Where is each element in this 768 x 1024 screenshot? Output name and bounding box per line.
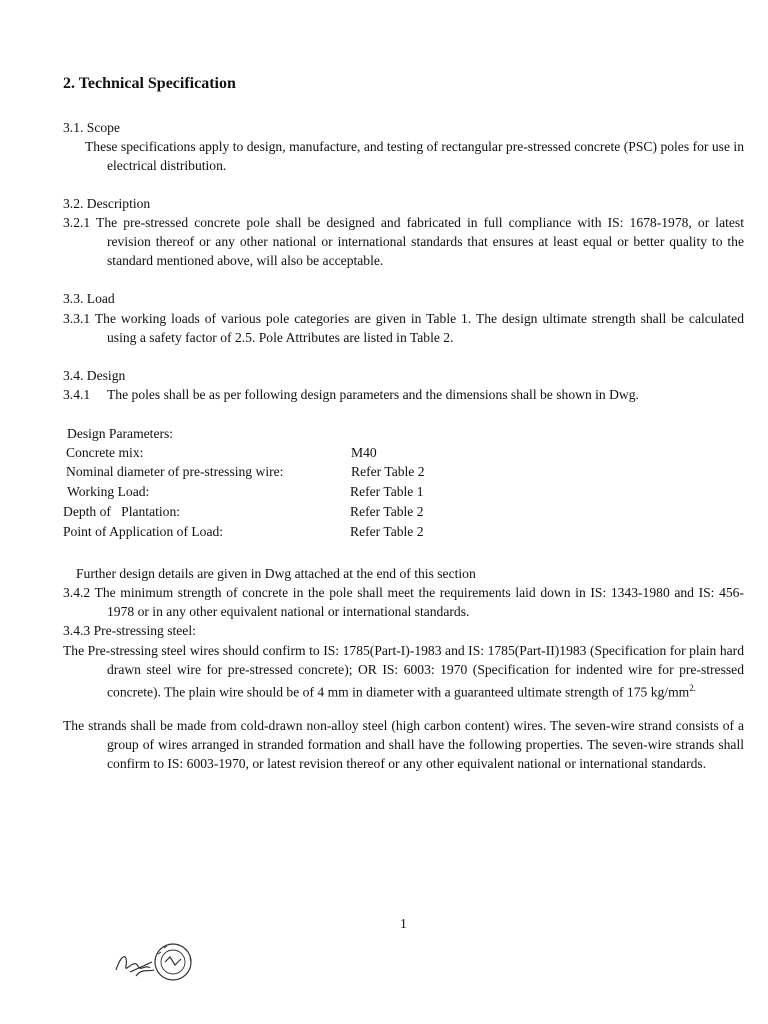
param-label: Nominal diameter of pre-stressing wire: — [66, 464, 284, 479]
para-3-4-3-wires-text: The Pre-stressing steel wires should confirm to IS: 1785(Part-I)-1983 and IS: 1785(Part-II)1983 (Specification for plain hard drawn steel wire for pre-stressed concrete); OR IS: 6003: 1970 (Specification for indented wire for pre-stressed concrete). The plain wire should be of 4 mm in diameter with a guaranteed ultimate strength of 175 kg/mm — [63, 643, 744, 700]
further-details-text: Further design details are given in Dwg attached at the end of this section — [76, 566, 476, 581]
param-value: Refer Table 2 — [350, 524, 424, 539]
param-value: Refer Table 2 — [350, 504, 424, 519]
para-3-4-2-text: 3.4.2 The minimum strength of concrete in the pole shall meet the requirements laid down in IS: 1343-1980 and IS: 456-1978 or in any other equivalent national or international standards. — [63, 585, 744, 619]
para-3-4-3-title: 3.4.3 Pre-stressing steel: — [63, 623, 196, 638]
param-label: Point of Application of Load: — [63, 524, 224, 539]
page-heading: 2. Technical Specification — [63, 75, 236, 92]
param-label: Depth of Plantation: — [63, 504, 181, 519]
para-3-4-3-strands: The strands shall be made from cold-drawn non-alloy steel (high carbon content) wires. The seven-wire strand consists of a group of wires arranged in stranded formation and shall have the following properties. The seven-wire strands shall confirm to IS: 6003-1970, or latest revision thereof or any other equivalent national or international standards. — [63, 718, 744, 771]
section-3-4-title: 3.4. Design — [63, 368, 126, 383]
param-label: Working Load: — [67, 484, 150, 499]
param-value: M40 — [351, 445, 377, 460]
para-3-4-1-text: The poles shall be as per following design parameters and the dimensions shall be shown in Dwg. — [107, 387, 639, 402]
design-parameters-title: Design Parameters: — [67, 426, 174, 441]
page-number: 1 — [400, 916, 407, 931]
param-value: Refer Table 1 — [350, 484, 424, 499]
param-value: Refer Table 2 — [351, 464, 425, 479]
signature-stamp — [112, 940, 202, 984]
superscript-squared: 2. — [689, 683, 696, 693]
section-3-3-text: 3.3.1 The working loads of various pole categories are given in Table 1. The design ultimate strength shall be calculated using a safety factor of 2.5. Pole Attributes are listed in Table 2. — [63, 311, 744, 345]
signature-scribble — [116, 957, 154, 976]
param-label: Concrete mix: — [66, 445, 144, 460]
para-3-4-3-wires — [63, 641, 744, 702]
section-3-1-text: These specifications apply to design, manufacture, and testing of rectangular pre-stressed concrete (PSC) poles for use in electrical distribution. — [85, 139, 744, 173]
section-3-1-title: 3.1. Scope — [63, 120, 121, 135]
para-3-4-1-number: 3.4.1 — [63, 387, 91, 402]
seal-stamp — [155, 944, 191, 980]
section-3-2-text: 3.2.1 The pre-stressed concrete pole shall be designed and fabricated in full compliance with IS: 1678-1978, or latest revision thereof or any other national or international standards that ensures at least equal or better quality to the standard mentioned above, will also be acceptable. — [63, 215, 744, 268]
section-3-3-title: 3.3. Load — [63, 291, 115, 306]
section-3-2-title: 3.2. Description — [63, 196, 151, 211]
